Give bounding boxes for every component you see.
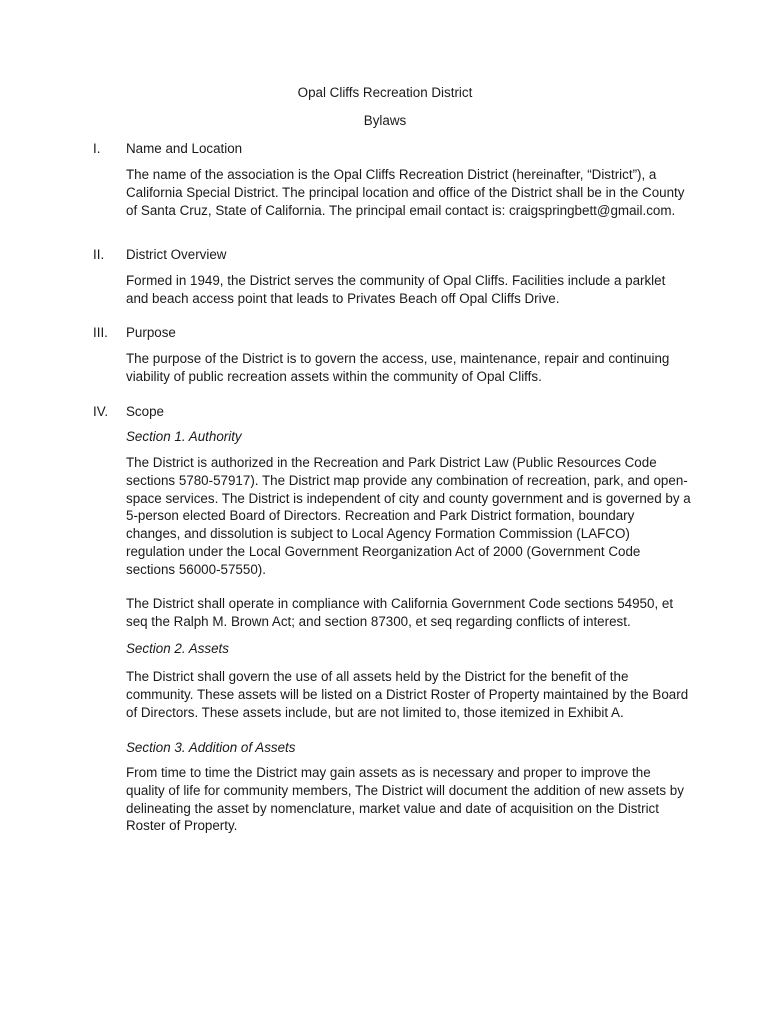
article-heading: Scope [126,404,164,419]
section-paragraph: The District shall operate in compliance with California Government Code sections 54950, et seq the Ralph M. Brown Act; and section 87300, et seq regarding conflicts of interest. [126,596,674,629]
article-numeral: III. [93,325,108,340]
section-paragraph: The District shall govern the use of all assets held by the District for the benefit of the community. These assets will be listed on a District Roster of Property maintained by the Board of Directors. These assets include, but are not limited to, those itemized in Exhibit A. [126,669,689,720]
section-paragraph: From time to time the District may gain assets as is necessary and proper to improve the quality of life for community members, The District will document the addition of new assets by delineating the asset by nomenclature, market value and date of acquisition on the District Roster of Property. [126,765,684,834]
section-title: Section 2. Assets [126,641,229,656]
document-subtitle: Bylaws [363,113,407,128]
section-paragraph: The District is authorized in the Recreation and Park District Law (Public Resources Code sections 5780-57917). The District map provide any combination of recreation, park, and open-space services. The District is independent of city and county government and is governed by a 5-person elected Board of Directors. Recreation and Park District formation, boundary changes, and dissolution is subject to Local Agency Formation Commission (LAFCO) regulation under the Local Government Reorganization Act of 2000 (Government Code sections 56000-57550). [126,455,691,577]
article-paragraph: The purpose of the District is to govern the access, use, maintenance, repair and continuing viability of public recreation assets within the community of Opal Cliffs. [126,351,670,384]
article-paragraph: The name of the association is the Opal Cliffs Recreation District (hereinafter, “District”), a California Special District. The principal location and office of the District shall be in the County of Santa Cruz, State of California. The principal email contact is: craigspringbett@gmail.com. [126,167,685,218]
article-paragraph: Formed in 1949, the District serves the community of Opal Cliffs. Facilities include a parklet and beach access point that leads to Privates Beach off Opal Cliffs Drive. [126,273,666,306]
article-heading: Name and Location [126,141,243,156]
article-numeral: II. [93,247,105,262]
article-numeral: I. [93,141,101,156]
article-heading: Purpose [126,325,176,340]
section-title: Section 1. Authority [126,429,242,444]
document-title: Opal Cliffs Recreation District [297,85,473,100]
article-heading: District Overview [126,247,227,262]
section-title: Section 3. Addition of Assets [126,740,296,755]
article-numeral: IV. [93,404,109,419]
